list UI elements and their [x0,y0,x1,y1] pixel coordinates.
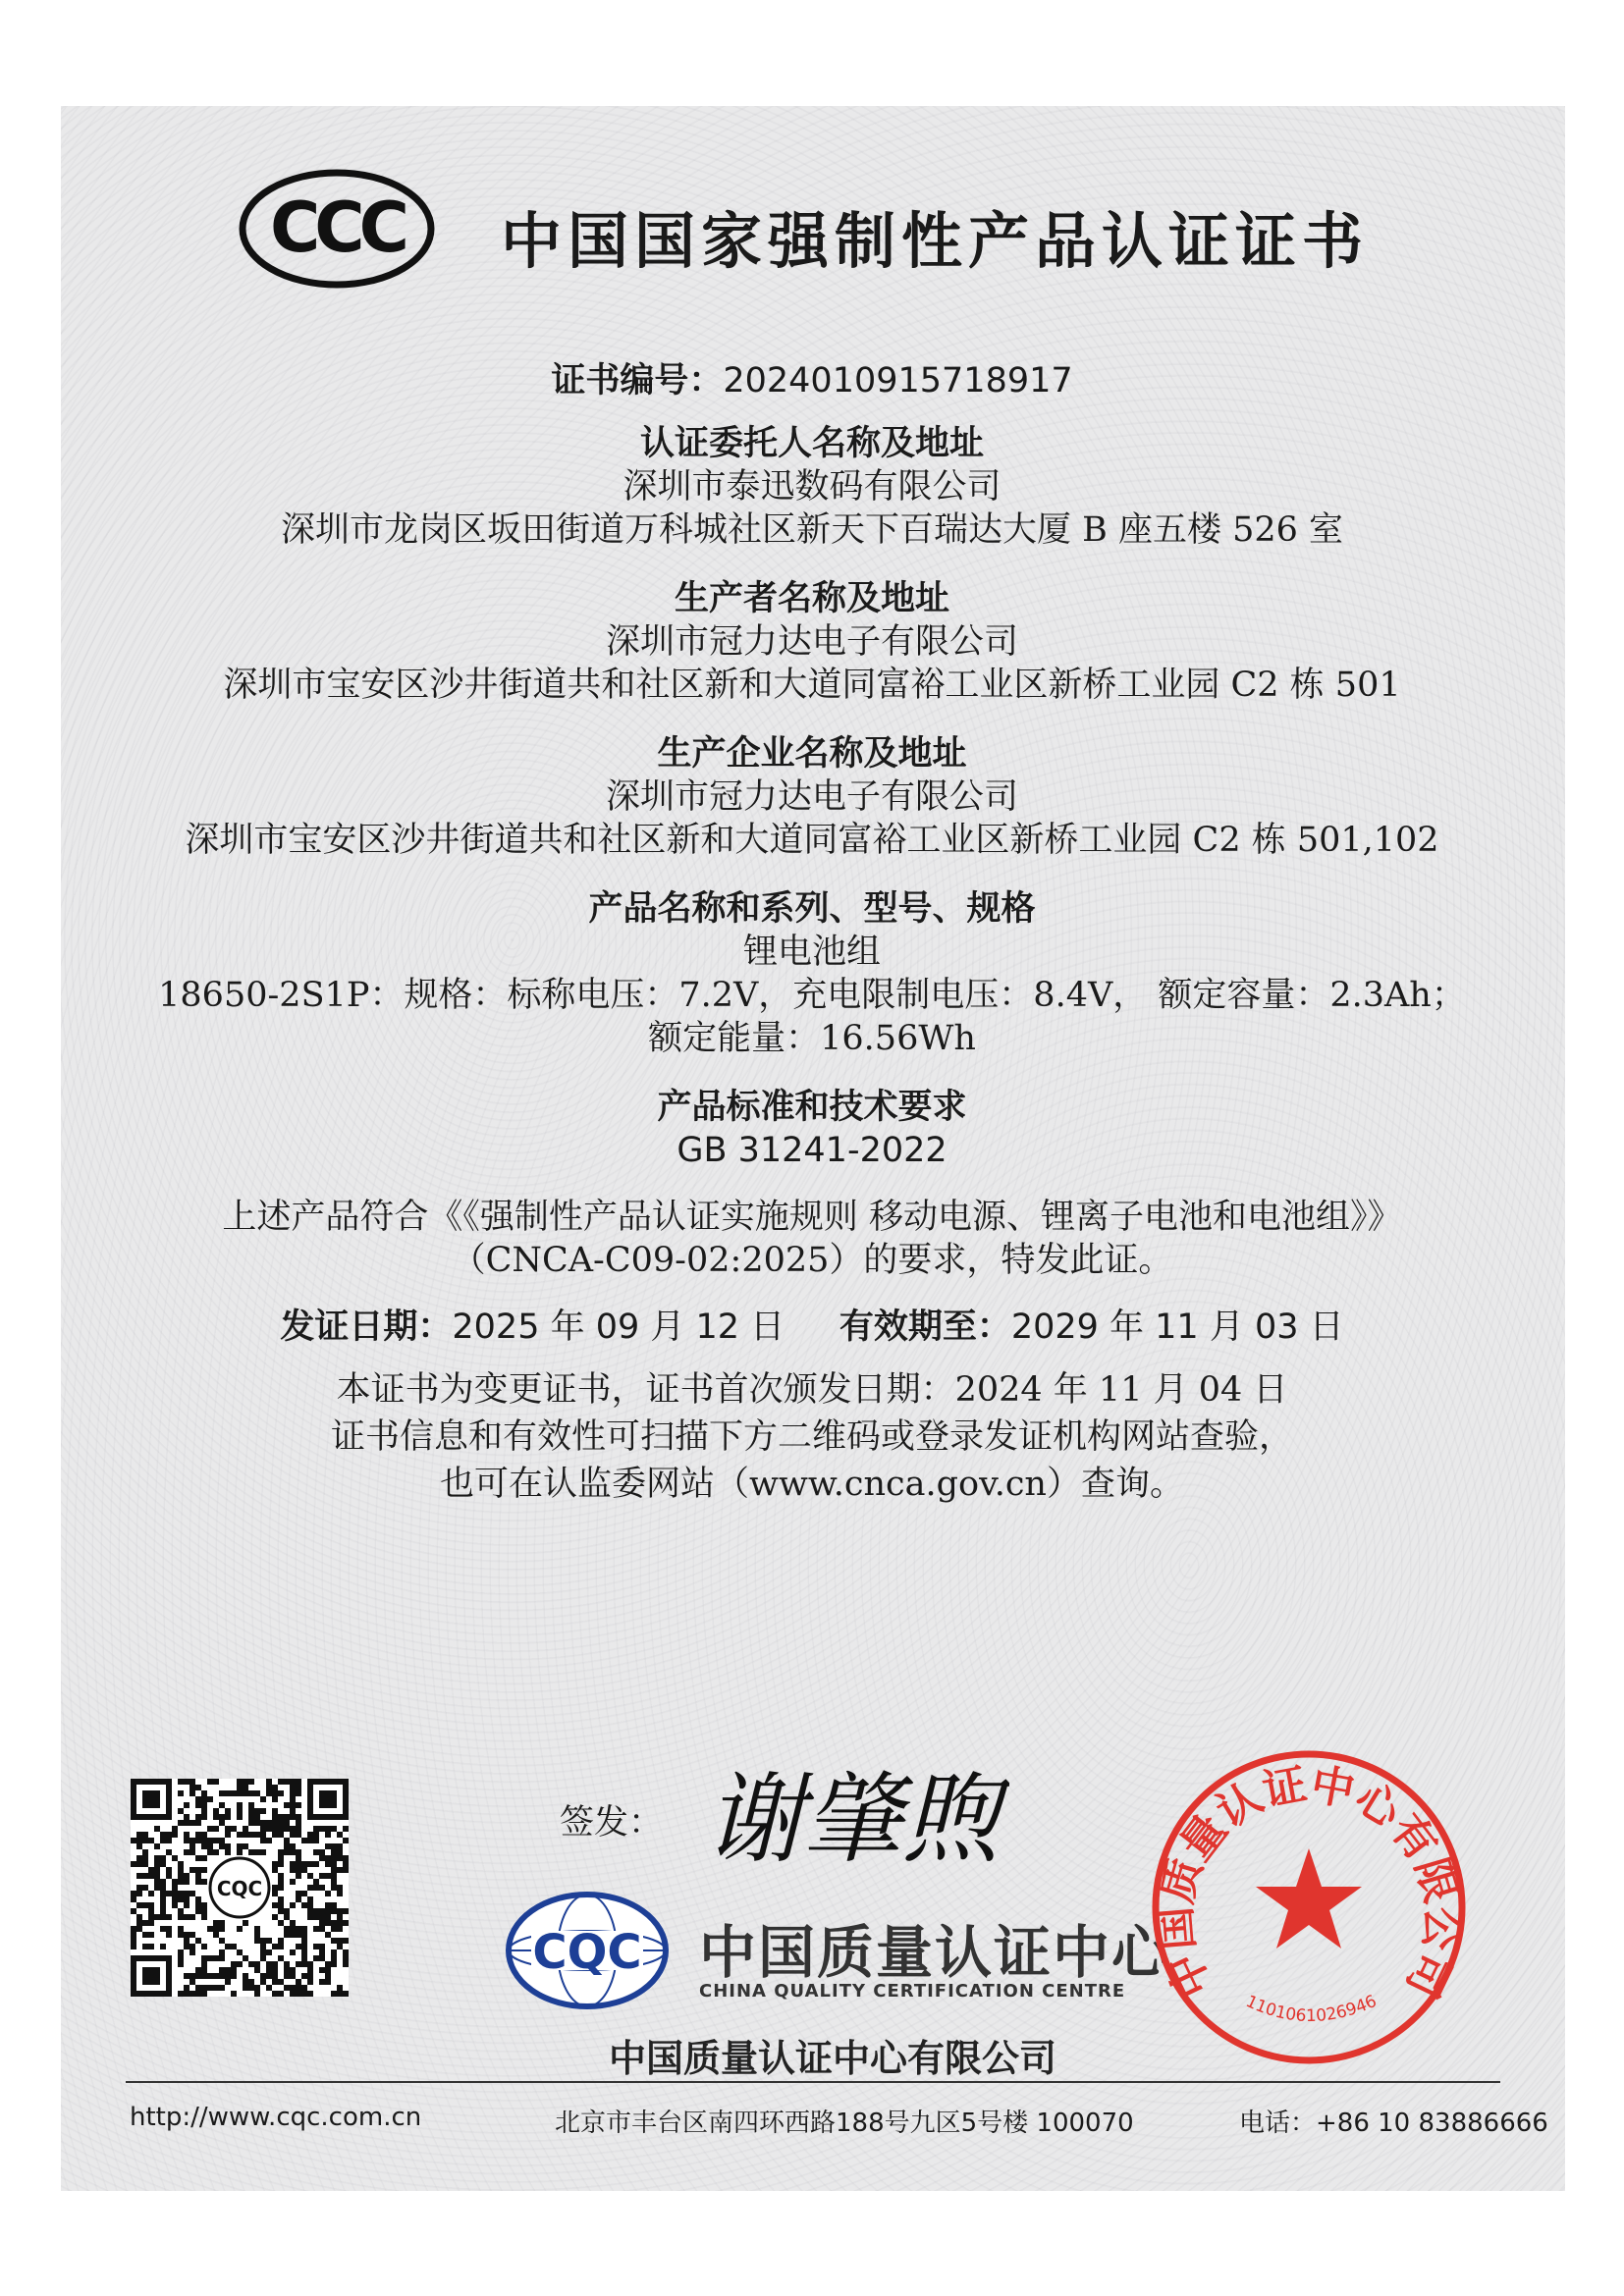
issue-date: 2025 年 09 月 12 日 [452,1308,785,1347]
qr-code [131,1779,349,1997]
product-spec-line1: 18650-2S1P：规格：标称电压：7.2V，充电限制电压：8.4V， 额定容量：2.3Ah； [158,976,1466,1015]
factory-heading: 生产企业名称及地址 [657,734,967,774]
signature-name-glyph: 谢肇煦 [705,1762,1000,1875]
issuer-name-en: CHINA QUALITY CERTIFICATION CENTRE [699,1981,1126,2002]
applicant-heading: 认证委托人名称及地址 [639,424,984,463]
conformity-line1: 上述产品符合《《强制性产品认证实施规则 移动电源、锂离子电池和电池组》》 [222,1198,1402,1237]
certificate-title: 中国国家强制性产品认证证书 [501,205,1370,277]
issue-date-label: 发证日期： [280,1308,453,1347]
svg-text:CCC: CCC [269,187,405,268]
certificate-number [0,359,1624,402]
signature-label: 签发： [560,1803,664,1842]
seal-number: 1101061026946 [1242,1991,1380,2027]
note-line3: 也可在认监委网站（www.cnca.gov.cn）查询。 [440,1465,1184,1504]
manufacturer-address: 深圳市宝安区沙井街道共和社区新和大道同富裕工业区新桥工业园 C2 栋 501 [223,666,1401,705]
factory-name: 深圳市冠力达电子有限公司 [605,777,1018,817]
product-name: 锂电池组 [742,933,881,972]
cqc-logo [504,1890,671,2012]
footer-address: 北京市丰台区南四环西路188号九区5号楼 100070 [555,2109,1134,2138]
qr-finder-pattern [134,1782,169,1817]
footer-phone: 电话：+86 10 83886666 [1239,2109,1548,2138]
qr-center-logo-text: CQC [216,1877,263,1900]
standard-value: GB 31241-2022 [677,1131,947,1170]
svg-text:CQC: CQC [532,1925,642,1980]
applicant-address: 深圳市龙岗区坂田街道万科城社区新天下百瑞达大厦 B 座五楼 526 室 [280,510,1344,550]
applicant-name: 深圳市泰迅数码有限公司 [623,467,1001,507]
product-heading: 产品名称和系列、型号、规格 [588,889,1036,929]
qr-finder-pattern [134,1958,169,1994]
ccc-logo [239,169,435,289]
qr-finder-pattern [310,1782,346,1817]
signature-handwritten [705,1757,1009,1875]
valid-until-date: 2029 年 11 月 03 日 [1010,1308,1344,1347]
official-seal [1147,1745,1471,2069]
valid-until-label: 有效期至： [839,1308,1011,1347]
factory-address: 深圳市宝安区沙井街道共和社区新和大道同富裕工业区新桥工业园 C2 栋 501,102 [185,821,1439,860]
product-spec-line2: 额定能量：16.56Wh [648,1019,976,1058]
certificate-number-label: 证书编号： [551,361,724,400]
manufacturer-heading: 生产者名称及地址 [674,579,949,618]
issuer-name-cn: 中国质量认证中心 [699,1919,1171,1986]
footer-website[interactable]: http://www.cqc.com.cn [130,2103,422,2132]
manufacturer-name: 深圳市冠力达电子有限公司 [605,622,1018,662]
standard-heading: 产品标准和技术要求 [657,1088,967,1127]
dates-line [0,1306,1624,1349]
conformity-line2: （CNCA-C09-02:2025）的要求，特发此证。 [451,1241,1173,1280]
seal-star-icon [1256,1848,1362,1949]
note-line1: 本证书为变更证书，证书首次颁发日期：2024 年 11 月 04 日 [336,1370,1288,1410]
seal-text: 中国质量认证中心有限公司 [1150,1759,1468,2005]
issuer-company: 中国质量认证中心有限公司 [609,2037,1057,2080]
certificate-number-value: 2024010915718917 [723,361,1073,400]
note-line2: 证书信息和有效性可扫描下方二维码或登录发证机构网站查验， [330,1417,1293,1457]
footer-divider [126,2081,1500,2083]
